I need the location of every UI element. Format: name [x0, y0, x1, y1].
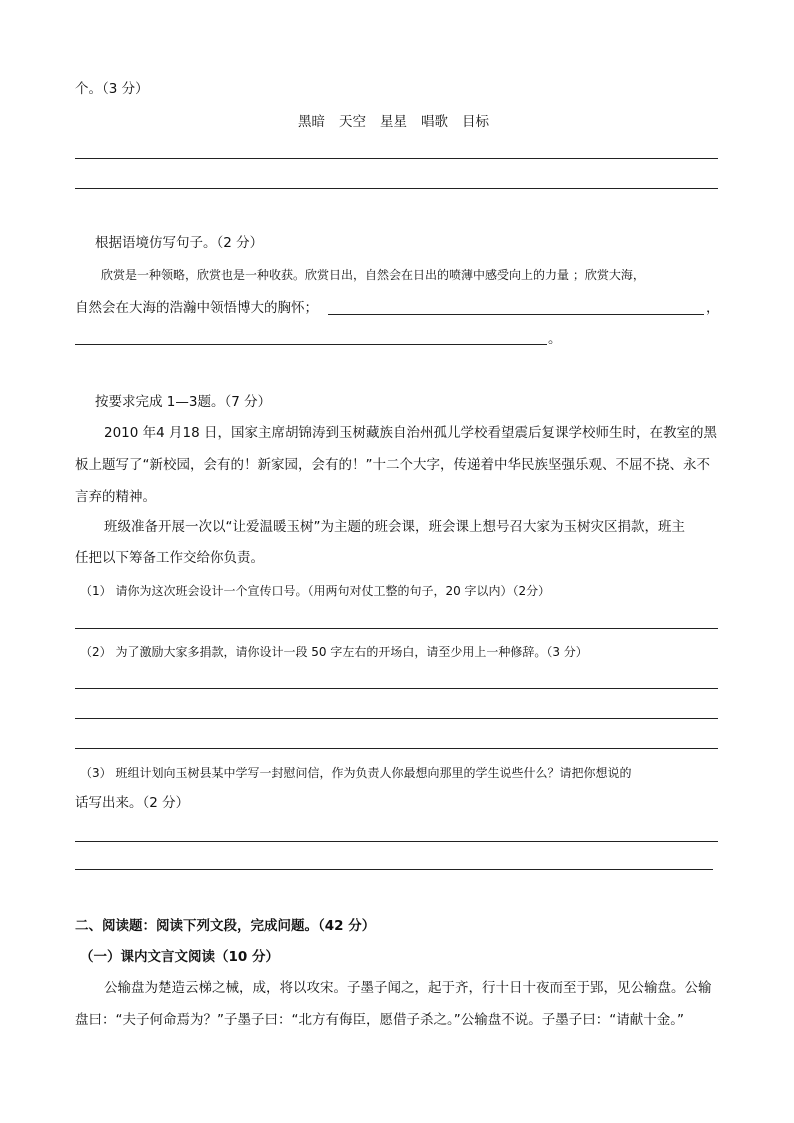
paragraph-line: 盘曰：“夫子何命焉为？”子墨子曰：“北方有侮臣，愿借子杀之。”公输盘不说。子墨子曰：“请献十金。” — [75, 1012, 684, 1028]
sub-question: 话写出来。（2 分） — [75, 795, 190, 811]
word-item: 唱歌 — [421, 114, 448, 130]
paragraph-line: 任把以下筹备工作交给你负责。 — [75, 550, 264, 566]
punctuation: ， — [706, 300, 720, 316]
paragraph-line: 班级准备开展一次以“让爱温暖玉树”为主题的班会课，班会课上想号召大家为玉树灾区捐款，班主 — [104, 519, 685, 535]
answer-line[interactable] — [75, 158, 718, 159]
word-item: 星星 — [380, 114, 407, 130]
answer-line[interactable] — [75, 869, 713, 870]
question-prompt: 自然会在大海的浩瀚中领悟博大的胸怀； — [75, 300, 318, 316]
paragraph-line: 公输盘为楚造云梯之械，成，将以攻宋。子墨子闻之，起于齐，行十日十夜而至于郢，见公输盘。公输 — [104, 980, 712, 996]
punctuation: 。 — [548, 331, 562, 347]
question-prompt: 欣赏是一种领略，欣赏也是一种收获。欣赏日出，自然会在日出的喷薄中感受向上的力量 ；欣赏大海， — [101, 268, 645, 282]
answer-line[interactable] — [75, 188, 718, 189]
answer-line[interactable] — [75, 718, 718, 719]
section-heading: 二、阅读题：阅读下列文段，完成问题。（42 分） — [75, 918, 376, 934]
paragraph-line: 2010 年4 月18 日，国家主席胡锦涛到玉树藏族自治州孤儿学校看望震后复课学校师生时，在教室的黑 — [104, 425, 717, 441]
word-list — [298, 113, 503, 131]
word-item: 目标 — [462, 114, 489, 130]
word-item: 黑暗 — [298, 114, 325, 130]
sub-question: （3） 班组计划向玉树县某中学写一封慰问信，作为负责人你最想向那里的学生说些什么？请把你想说的 — [80, 766, 632, 780]
question-heading: 根据语境仿写句子。（2 分） — [95, 235, 264, 251]
subsection-heading: （一）课内文言文阅读（10 分） — [80, 949, 279, 965]
question-tail: 个。（3 分） — [75, 81, 149, 97]
answer-line[interactable] — [75, 748, 718, 749]
answer-line[interactable] — [75, 344, 547, 345]
answer-line[interactable] — [328, 314, 704, 315]
paragraph-line: 板上题写了“新校园，会有的！新家园，会有的！”十二个大字，传递着中华民族坚强乐观、不屈不挠、永不 — [75, 457, 710, 473]
answer-line[interactable] — [75, 688, 718, 689]
sub-question: （2） 为了激励大家多捐款，请你设计一段 50 字左右的开场白，请至少用上一种修辞。（3 分） — [80, 645, 588, 659]
paragraph-line: 言弃的精神。 — [75, 489, 156, 505]
question-heading: 按要求完成 1—3题。（7 分） — [95, 394, 272, 410]
word-item: 天空 — [339, 114, 366, 130]
sub-question: （1） 请你为这次班会设计一个宣传口号。（用两句对仗工整的句子，20 字以内）（2分） — [80, 584, 551, 598]
answer-line[interactable] — [75, 841, 718, 842]
answer-line[interactable] — [75, 628, 718, 629]
